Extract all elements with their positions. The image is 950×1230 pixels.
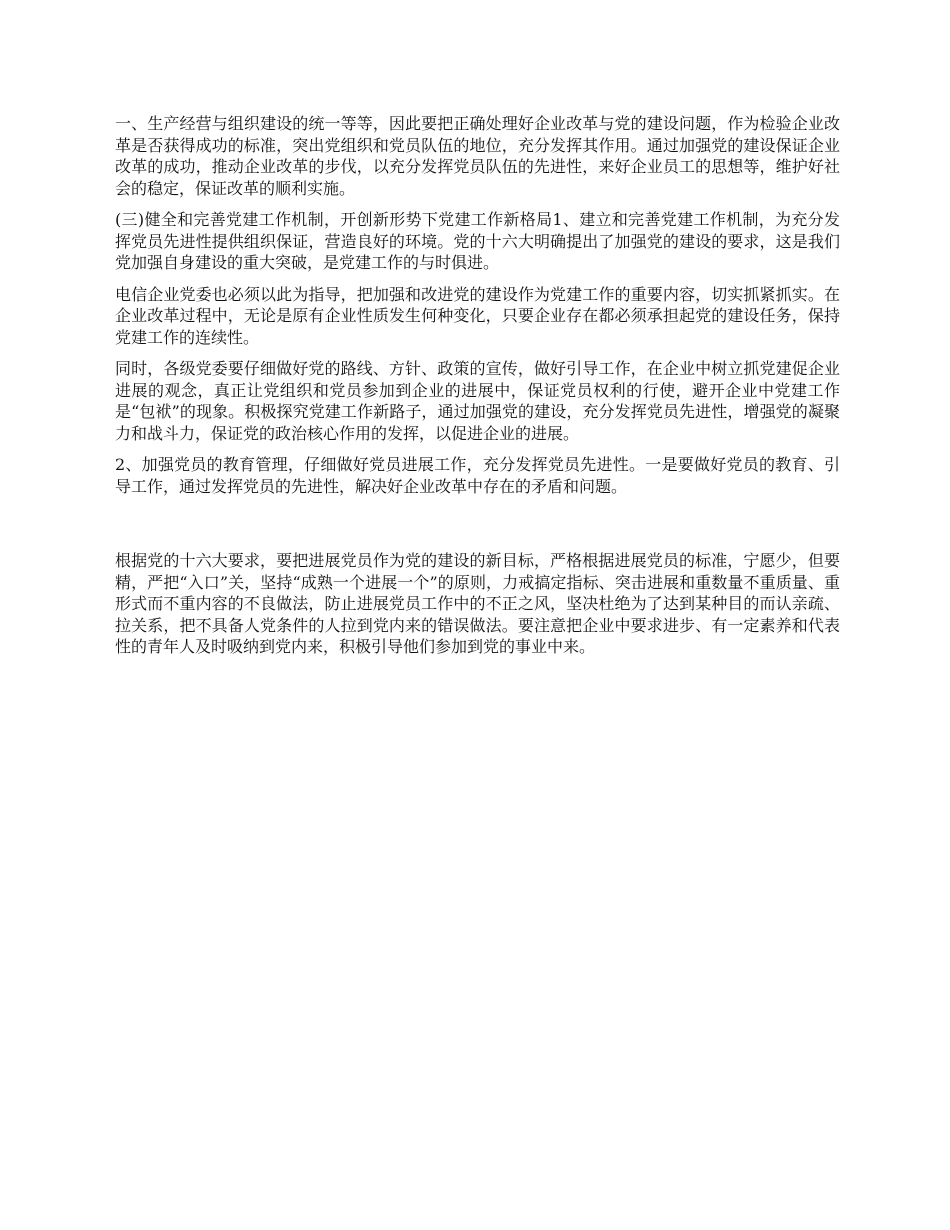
paragraph-3: 电信企业党委也必须以此为指导，把加强和改进党的建设作为党建工作的重要内容，切实抓紧抓实。在企业改革过程中，无论是原有企业性质发生何种变化，只要企业存在都必须承担起党的建设任务，保持党建工作的连续性。 [115, 284, 840, 347]
paragraph-1: 一、生产经营与组织建设的统一等等，因此要把正确处理好企业改革与党的建设问题，作为检验企业改革是否获得成功的标准，突出党组织和党员队伍的地位，充分发挥其作用。通过加强党的建设保证企业改革的成功，推动企业改革的步伐，以充分发挥党员队伍的先进性，来好企业员工的思想等，维护好社会的稳定，保证改革的顺利实施。 [115, 114, 840, 198]
paragraph-2: (三)健全和完善党建工作机制，开创新形势下党建工作新格局1、建立和完善党建工作机制，为充分发挥党员先进性提供组织保证，营造良好的环境。党的十六大明确提出了加强党的建设的要求，这是我们党加强自身建设的重大突破，是党建工作的与时俱进。 [115, 210, 840, 272]
paragraph-4: 同时，各级党委要仔细做好党的路线、方针、政策的宣传，做好引导工作，在企业中树立抓党建促企业进展的观念，真正让党组织和党员参加到企业的进展中，保证党员权利的行使，避开企业中党建工作是“包袱”的现象。积极探究党建工作新路子，通过加强党的建设，充分发挥党员先进性，增强党的凝聚力和战斗力，保证党的政治核心作用的发挥，以促进企业的进展。 [115, 359, 840, 443]
paragraph-5: 2、加强党员的教育管理，仔细做好党员进展工作，充分发挥党员先进性。一是要做好党员的教育、引导工作，通过发挥党员的先进性，解决好企业改革中存在的矛盾和问题。 [115, 455, 840, 496]
paragraph-gap [115, 507, 840, 550]
paragraph-6: 根据党的十六大要求，要把进展党员作为党的建设的新目标，严格根据进展党员的标准，宁愿少，但要精，严把“入口”关，坚持“成熟一个进展一个”的原则，力戒搞定指标、突击进展和重数量不重质量、重形式而不重内容的不良做法，防止进展党员工作中的不正之风，坚决杜绝为了达到某种目的而认亲疏、拉关系，把不具备人党条件的人拉到党内来的错误做法。要注意把企业中要求进步、有一定素养和代表性的青年人及时吸纳到党内来，积极引导他们参加到党的事业中来。 [115, 551, 840, 656]
document-body [115, 113, 840, 668]
